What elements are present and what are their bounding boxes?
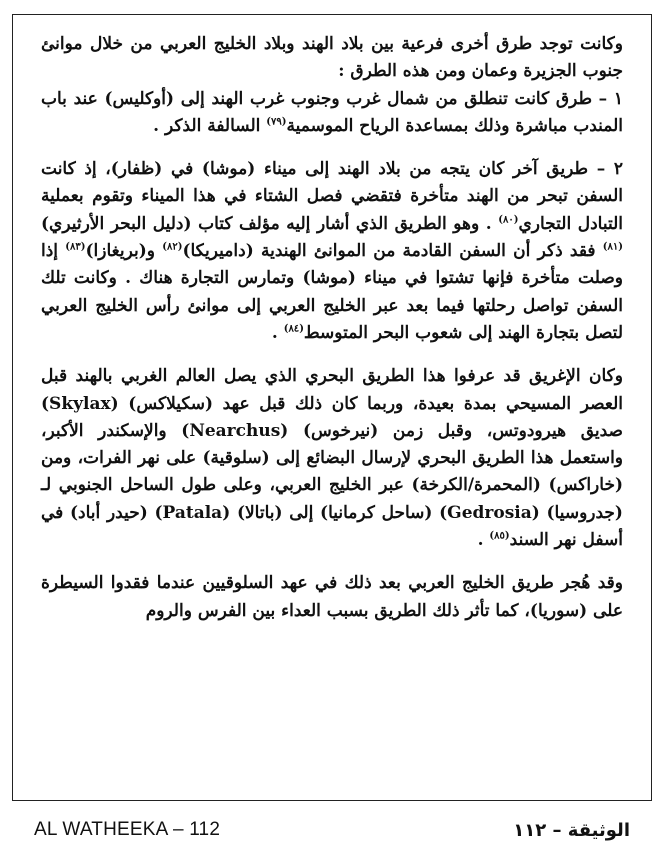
- paragraph-route-2: ٢ – طريق آخر كان يتجه من بلاد الهند إلى ميناء (موشا) في (ظفار)، إذ كانت السفن تبحر من الهند متأخرة فتقضي فصل الشتاء في هذا الميناء وتقوم بعملية التبادل التجاري$^{(٨٠)}$ . وهو الطريق الذي أشار إليه مؤلف كتاب (دليل البحر الأرثيري)$^{(٨١)}$ فقد ذكر أن السفن القادمة من الموانئ الهندية (داميريكا)$^{(٨٢)}$ و(بريغازا)$^{(٨٣)}$ إذا وصلت متأخرة فإنها تشتوا في ميناء (موشا) وتمارس التجارة هناك . وكانت تلك السفن تواصل رحلتها فيما بعد عبر الخليج العربي إلى موانئ رأس الخليج العربي لتصل بتجارة الهند إلى شعوب البحر المتوسط$^{(٨٤)}$ .: [41, 159, 624, 343]
- footer-journal-page-ar: الوثيقة – ١١٢: [513, 819, 630, 841]
- paragraph-seleucids: وقد هُجر طريق الخليج العربي بعد ذلك في عهد السلوقيين عندما فقدوا السيطرة على (سوريا)، كما تأثر ذلك الطريق بسبب العداء بين الفرس والروم: [41, 573, 623, 621]
- page-footer: [12, 812, 652, 848]
- text-frame: [12, 14, 652, 801]
- footer-journal-page-en: AL WATHEEKA – 112: [34, 819, 221, 840]
- paragraph-route-1: ١ – طرق كانت تنطلق من شمال غرب وجنوب غرب الهند إلى (أوكليس) عند باب المندب مباشرة وذلك بمساعدة الرياح الموسمية$^{(٧٩)}$ السالفة الذكر .: [41, 88, 623, 136]
- paragraph-greeks: وكان الإغريق قد عرفوا هذا الطريق البحري الذي يصل العالم الغربي بالهند قبل العصر المسيحي بمدة بعيدة، وربما كان ذلك قبل عهد (سكيلاكس) (Skylax) صديق هيرودوتس، وقبل زمن (نيرخوس) (Nearchus) والإسكندر الأكبر، واستعمل هذا الطريق البحري لإرسال البضائع إلى (سلوقية) على نهر الفرات، ومن (خاراكس) (المحمرة/الكرخة) عبر الخليج العربي، وعلى طول الساحل الجنوبي لـ (جدروسيا) (Gedrosia) (ساحل كرمانيا) إلى (باتالا) (Patala) (حيدر أباد) في أسفل نهر السند$^{(٨٥)}$ .: [41, 366, 623, 551]
- paragraph-intro: وكانت توجد طرق أخرى فرعية بين بلاد الهند وبلاد الخليج العربي من خلال موانئ جنوب الجزيرة وعمان ومن هذه الطرق :: [41, 34, 623, 82]
